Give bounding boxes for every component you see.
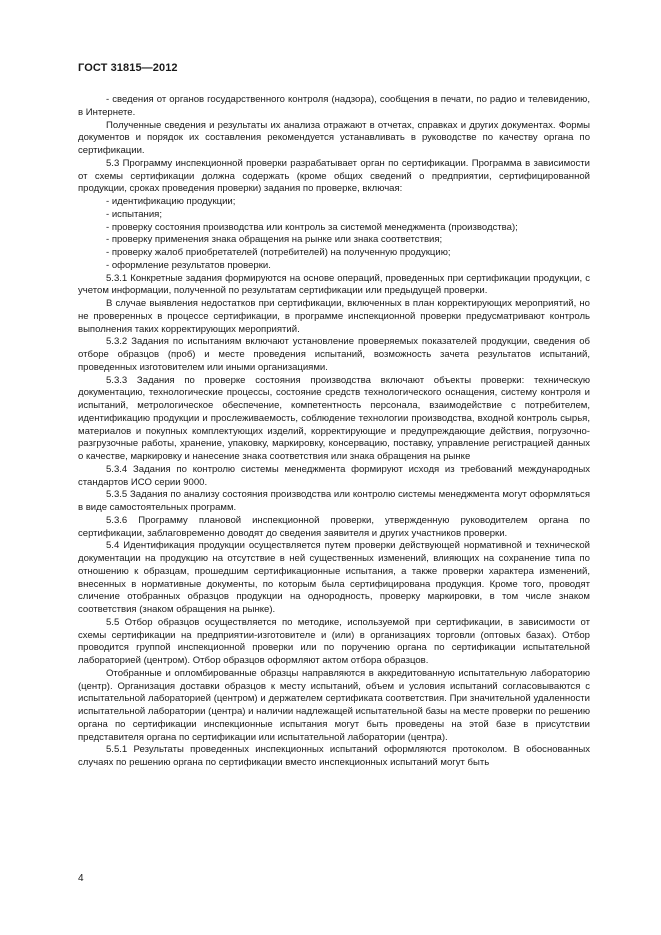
paragraph: 5.5.1 Результаты проведенных инспекционных испытаний оформляются протоколом. В обоснованных случаях по решению органа по сертификации вместо инспекционных испытаний могут быть <box>78 744 590 768</box>
paragraph: 5.3.1 Конкретные задания формируются на основе операций, проведенных при сертификации продукции, с учетом информации, полученной по результатам сертификации или предыдущей проверки. <box>78 272 590 297</box>
list-item: - проверку состояния производства или контроль за системой менеджмента (производства); <box>106 221 518 233</box>
paragraph: 5.3 Программу инспекционной проверки разрабатывает орган по сертификации. Программа в зависимости от схемы сертификации должна содержать (кроме общих сведений о предприятии, сертифицированной продукции, сроках проведения проверки) задания по проверке, включая: <box>78 157 590 195</box>
paragraph: 5.3.3 Задания по проверке состояния производства включают объекты проверки: техническую документацию, технологические процессы, состояние средств технологического оснащения, систему контроля и испытаний, метрологическое обеспечение, компетентность персонала, взаимодействие с потребителем, идентификацию продукции и прослеживаемость, соблюдение технологии производства, входной контроль сырья, материалов и покупных комплектующих изделий, корректирующие и предупреждающие действия, погрузочно-разгрузочные работы, хранение, упаковку, маркировку, консервацию, поставку, управление регистрацией данных о качестве, маркировку и нанесение знака соответствия или знака обращения на рынке <box>78 374 590 462</box>
document-body <box>78 94 590 770</box>
standard-header: ГОСТ 31815—2012 <box>78 62 178 74</box>
paragraph: 5.3.4 Задания по контролю системы менеджмента формируют исходя из требований международных стандартов ИСО серии 9000. <box>78 463 590 488</box>
paragraph: 5.3.5 Задания по анализу состояния производства или контролю системы менеджмента могут оформляться в виде самостоятельных программ. <box>78 489 590 513</box>
paragraph: 5.4 Идентификация продукции осуществляется путем проверки действующей нормативной и технической документации на продукцию на отсутствие в ней существенных изменений, влияющих на сохранение типа по отношению к образцам, прошедшим сертификационные испытания, а также проверки характера изменений, внесенных в нормативные документы, по которым была сертифицирована продукция. Кроме того, проводят сличение отобранных образцов продукции на однородность, проверку маркировки, в том числе знаком соответствия (знаком обращения на рынке). <box>78 540 590 615</box>
list-item: - идентификацию продукции; <box>106 196 236 207</box>
list-item: - проверку жалоб приобретателей (потребителей) на полученную продукцию; <box>106 247 451 258</box>
paragraph: 5.3.2 Задания по испытаниям включают установление проверяемых показателей продукции, сведения об отборе образцов (проб) и месте проведения испытаний, возможность зачета результатов испытаний, проведенных изготовителем или иными организациями. <box>78 336 590 373</box>
paragraph: В случае выявления недостатков при сертификации, включенных в план корректирующих мероприятий, но не проверенных в процессе сертификации, в программе инспекционной проверки предусматривают контроль выполнения таких корректирующих мероприятий. <box>78 298 590 335</box>
list-item: - проверку применения знака обращения на рынке или знака соответствия; <box>106 234 443 246</box>
paragraph: 5.5 Отбор образцов осуществляется по методике, используемой при сертификации, в зависимости от схемы сертификации на предприятии-изготовителе и (или) в организациях торговли (оптовых базах). Отбор проводится группой инспекционной проверки или по поручению органа по сертификации испытательной лабораторией (центром). Отбор образцов оформляют актом отбора образцов. <box>78 616 590 666</box>
paragraph: Отобранные и опломбированные образцы направляются в аккредитованную испытательную лабораторию (центр). Организация доставки образцов к месту испытаний, объем и условия испытаний согласовываются с испытательной лабораторией (центром) и держателем сертификата соответствия. При значительной удаленности испытательной лаборатории (центра) и наличии надлежащей испытательной базы на месте проверки по решению органа по сертификации инспекционные испытания могут быть проведены на этой базе в присутствии представителя органа по сертификации или испытательной лаборатории (центра). <box>78 667 590 743</box>
paragraph: 5.3.6 Программу плановой инспекционной проверки, утвержденную руководителем органа по сертификации, заблаговременно доводят до сведения заявителя и других участников проверки. <box>78 514 590 539</box>
list-item: - оформление результатов проверки. <box>106 259 271 271</box>
paragraph: Полученные сведения и результаты их анализа отражают в отчетах, справках и других документах. Формы документов и порядок их составления рекомендуется устанавливать в руководстве по качеству органа по сертификации. <box>78 119 590 156</box>
list-item: - испытания; <box>106 208 162 220</box>
paragraph: - сведения от органов государственного контроля (надзора), сообщения в печати, по радио и телевидению, в Интернете. <box>78 94 590 118</box>
page-number: 4 <box>78 873 84 884</box>
